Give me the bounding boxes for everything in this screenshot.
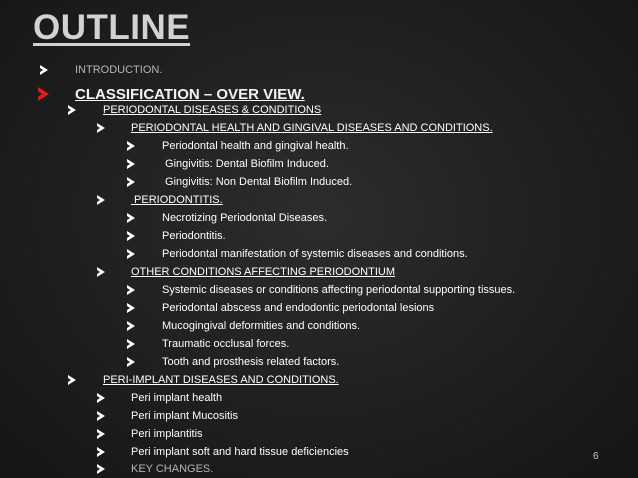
item-label: Tooth and prosthesis related factors. [162, 356, 340, 368]
item-label: Peri implant health [131, 392, 223, 404]
item-label: PERIODONTITIS. [131, 194, 223, 206]
item-label: Peri implant soft and hard tissue deficiencies [131, 446, 349, 458]
item-label: Gingivitis: Non Dental Biofilm Induced. [162, 176, 353, 188]
outline-item-necrotizing [127, 209, 327, 227]
bullet-arrow-icon [97, 411, 105, 421]
outline-item-peri-implantitis [97, 425, 203, 443]
item-label: Periodontal manifestation of systemic diseases and conditions. [162, 248, 468, 260]
bullet-arrow-icon [127, 177, 135, 187]
item-label: Periodontal abscess and endodontic periodontal lesions [162, 302, 435, 314]
outline-item-manifestation [127, 245, 468, 263]
outline-item-mucogingival [127, 317, 360, 335]
outline-item-abscess [127, 299, 434, 317]
bullet-arrow-icon [127, 285, 135, 295]
item-label: PERIODONTAL DISEASES & CONDITIONS [103, 104, 322, 116]
outline-item-peri-implant-deficiencies [97, 443, 349, 461]
item-label: Necrotizing Periodontal Diseases. [162, 212, 328, 224]
outline-item-gingivitis-biofilm [127, 155, 329, 173]
bullet-arrow-icon [127, 357, 135, 367]
bullet-arrow-icon [97, 123, 105, 133]
slide-title: OUTLINE [33, 8, 191, 47]
outline-item-periodontitis [127, 227, 226, 245]
bullet-arrow-icon [127, 213, 135, 223]
item-label: KEY CHANGES. [131, 463, 214, 475]
item-label: OTHER CONDITIONS AFFECTING PERIODONTIUM [131, 266, 396, 278]
outline-item-key-changes [97, 460, 213, 478]
item-label: PERI-IMPLANT DISEASES AND CONDITIONS. [103, 374, 339, 386]
bullet-arrow-icon [127, 321, 135, 331]
item-label: Periodontal health and gingival health. [162, 140, 349, 152]
outline-item-periodontal-health [127, 137, 349, 155]
outline-item-gingivitis-non-biofilm [127, 173, 352, 191]
outline-item-introduction [40, 61, 162, 79]
bullet-arrow-icon [40, 65, 48, 75]
bullet-arrow-icon [97, 393, 105, 403]
item-label: Peri implant Mucositis [131, 410, 238, 422]
bullet-arrow-icon [97, 195, 105, 205]
item-label: Traumatic occlusal forces. [162, 338, 290, 350]
bullet-arrow-icon [127, 339, 135, 349]
bullet-arrow-icon [127, 159, 135, 169]
outline-item-periodontitis-heading [97, 191, 223, 209]
item-label: PERIODONTAL HEALTH AND GINGIVAL DISEASES AND CONDITIONS. [131, 122, 493, 134]
outline-item-peri-implant-health [97, 389, 222, 407]
bullet-arrow-icon [68, 105, 76, 115]
outline-item-periodontal-health-heading [97, 119, 493, 137]
page-number: 6 [593, 451, 599, 462]
item-label: Periodontitis. [162, 230, 226, 242]
bullet-arrow-icon [127, 249, 135, 259]
outline-item-peri-implant-mucositis [97, 407, 238, 425]
bullet-arrow-icon [38, 87, 49, 101]
outline-item-traumatic [127, 335, 289, 353]
bullet-arrow-icon [127, 303, 135, 313]
item-label: Gingivitis: Dental Biofilm Induced. [162, 158, 329, 170]
item-label: CLASSIFICATION – OVER VIEW. [75, 85, 305, 103]
bullet-arrow-icon [127, 141, 135, 151]
bullet-arrow-icon [97, 447, 105, 457]
bullet-arrow-icon [127, 231, 135, 241]
item-label: Peri implantitis [131, 428, 203, 440]
outline-item-systemic [127, 281, 515, 299]
outline-item-other-conditions-heading [97, 263, 395, 281]
item-label: INTRODUCTION. [75, 64, 163, 76]
item-label: Mucogingival deformities and conditions. [162, 320, 361, 332]
bullet-arrow-icon [97, 464, 105, 474]
bullet-arrow-icon [97, 429, 105, 439]
outline-item-tooth-prosthesis [127, 353, 339, 371]
item-label: Systemic diseases or conditions affecting periodontal supporting tissues. [162, 284, 516, 296]
outline-item-periodontal-diseases [68, 101, 321, 119]
outline-item-peri-implant-heading [68, 371, 339, 389]
bullet-arrow-icon [97, 267, 105, 277]
bullet-arrow-icon [68, 375, 76, 385]
